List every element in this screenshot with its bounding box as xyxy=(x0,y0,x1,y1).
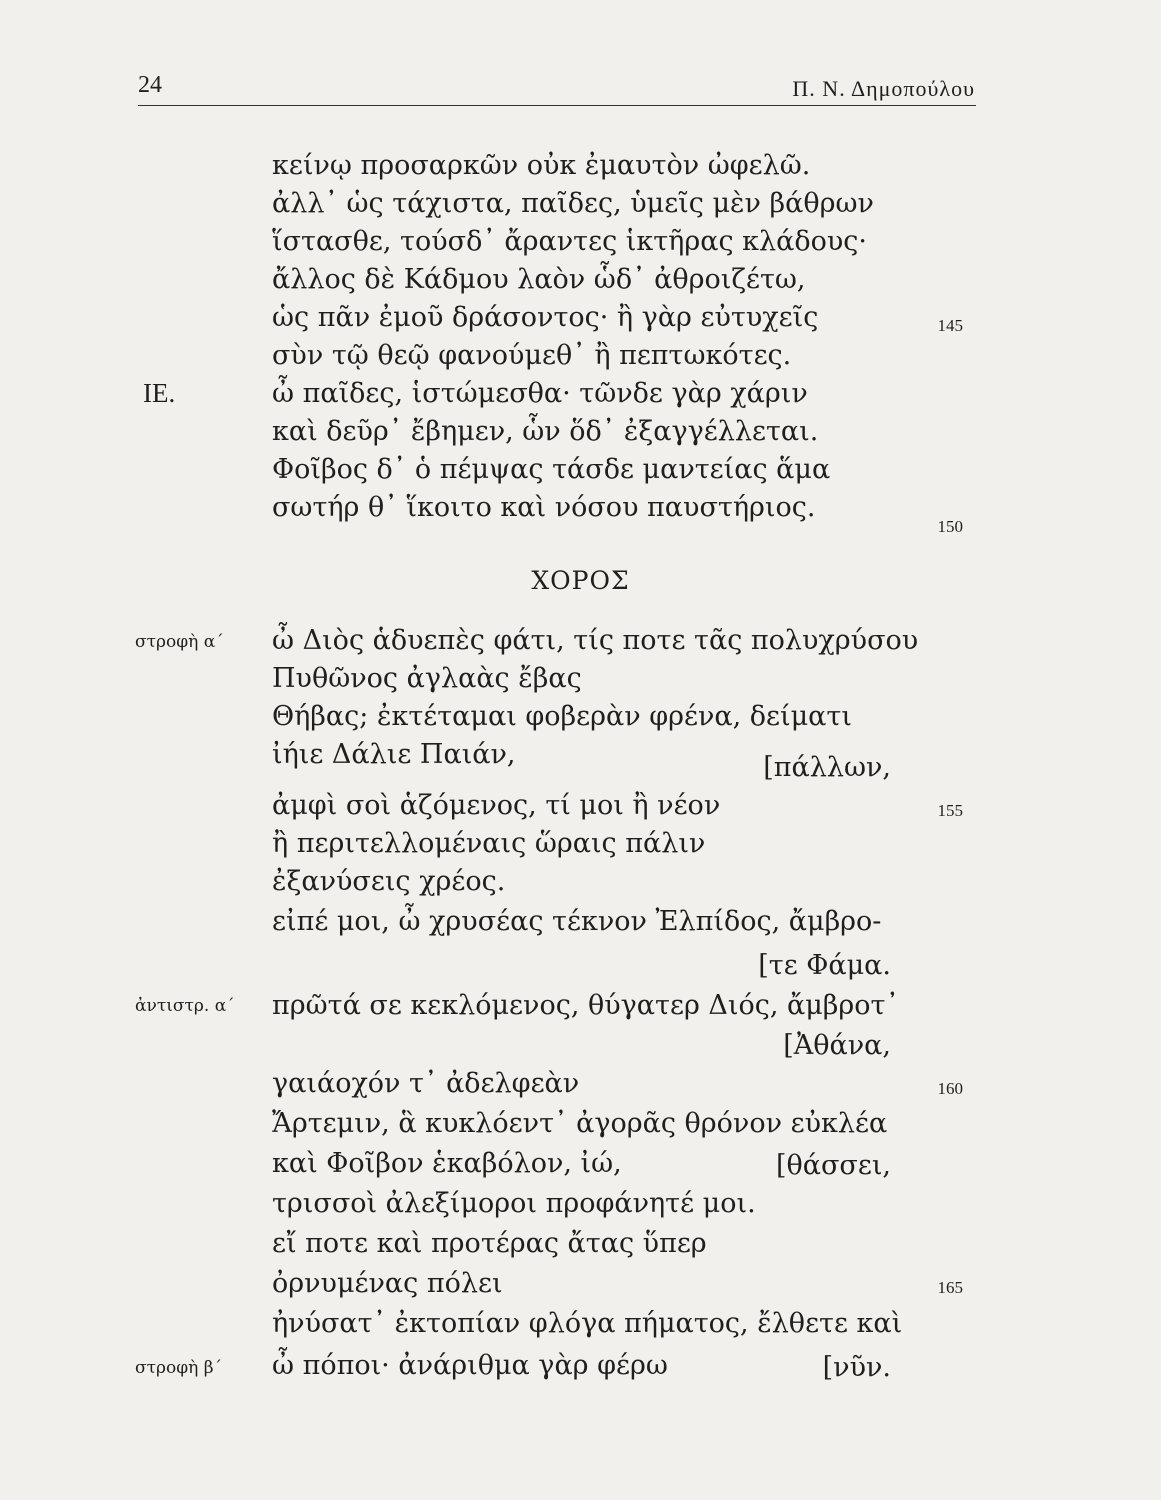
verse-line: σωτήρ θ᾽ ἵκοιτο καὶ νόσου παυστήριος. xyxy=(272,492,816,523)
verse-line: ὀρνυμένας πόλει xyxy=(272,1268,503,1299)
verse-continuation: [Ἀθάνα, xyxy=(783,1030,891,1061)
verse-line: ἢ περιτελλομέναις ὥραις πάλιν xyxy=(272,828,706,859)
speaker-label: ΙΕ. xyxy=(143,378,176,408)
verse-continuation: [τε Φάμα. xyxy=(758,950,891,981)
verse-line: ἐξανύσεις χρέος. xyxy=(272,866,506,897)
verse-line: γαιάοχόν τ᾽ ἀδελφεὰν xyxy=(272,1068,580,1099)
verse-line: ὦ παῖδες, ἱστώμεσθα· τῶνδε γὰρ χάριν xyxy=(272,378,808,409)
line-number: 165 xyxy=(937,1278,963,1297)
verse-line: ὦ πόποι· ἀνάριθμα γὰρ φέρω xyxy=(272,1350,668,1381)
verse-line: τρισσοὶ ἀλεξίμοροι προφάνητέ μοι. xyxy=(272,1188,756,1219)
line-number: 155 xyxy=(937,801,963,820)
verse-line: ἄλλος δὲ Κάδμου λαὸν ὧδ᾽ ἀθροιζέτω, xyxy=(272,264,806,295)
verse-line: ὦ Διὸς ἁδυεπὲς φάτι, τίς ποτε τᾶς πολυχρύσου xyxy=(272,625,919,656)
verse-line: ὡς πᾶν ἐμοῦ δράσοντος· ἢ γὰρ εὐτυχεῖς xyxy=(272,302,819,333)
verse-line: Θήβας; ἐκτέταμαι φοβερὰν φρένα, δείματι xyxy=(272,701,852,732)
verse-line: καὶ δεῦρ᾽ ἔβημεν, ὧν ὅδ᾽ ἐξαγγέλλεται. xyxy=(272,416,819,447)
verse-line: εἴ ποτε καὶ προτέρας ἄτας ὕπερ xyxy=(272,1228,707,1259)
verse-line: πρῶτά σε κεκλόμενος, θύγατερ Διός, ἄμβροτ᾽ xyxy=(272,990,899,1021)
running-header-author: Π. Ν. Δημοπούλου xyxy=(792,76,975,101)
verse-line: ἠνύσατ᾽ ἐκτοπίαν φλόγα πήματος, ἔλθετε καὶ xyxy=(272,1308,903,1339)
antistrophe-label: ἀντιστρ. α΄ xyxy=(135,996,235,1016)
page-number: 24 xyxy=(138,72,162,98)
line-number: 145 xyxy=(937,316,963,335)
verse-line: ἰήιε Δάλιε Παιάν, xyxy=(272,739,516,770)
line-number: 160 xyxy=(937,1079,963,1098)
verse-line: Ἄρτεμιν, ἃ κυκλόεντ᾽ ἀγορᾶς θρόνον εὐκλέα xyxy=(272,1108,888,1139)
verse-continuation: [πάλλων, xyxy=(763,752,891,783)
verse-line: σὺν τῷ θεῷ φανούμεθ᾽ ἢ πεπτωκότες. xyxy=(272,340,792,371)
verse-line: Φοῖβος δ᾽ ὁ πέμψας τάσδε μαντείας ἅμα xyxy=(272,454,831,485)
strophe-b-label: στροφὴ β΄ xyxy=(135,1358,223,1378)
verse-continuation: [νῦν. xyxy=(822,1352,891,1383)
verse-line: εἰπέ μοι, ὦ χρυσέας τέκνον Ἐλπίδος, ἄμβρο- xyxy=(272,906,882,937)
line-number: 150 xyxy=(937,517,963,536)
verse-line: Πυθῶνος ἀγλαὰς ἔβας xyxy=(272,663,582,694)
verse-line: ἀλλ᾽ ὡς τάχιστα, παῖδες, ὑμεῖς μὲν βάθρων xyxy=(272,188,874,219)
verse-line: καὶ Φοῖβον ἑκαβόλον, ἰώ, xyxy=(272,1148,622,1179)
header-rule xyxy=(138,105,976,106)
verse-line: κείνῳ προσαρκῶν οὐκ ἐμαυτὸν ὠφελῶ. xyxy=(272,150,811,181)
verse-continuation: [θάσσει, xyxy=(775,1150,891,1181)
strophe-label: στροφὴ α΄ xyxy=(135,632,224,652)
chorus-heading: ΧΟΡΟΣ xyxy=(531,566,630,595)
verse-line: ἵστασθε, τούσδ᾽ ἄραντες ἱκτῆρας κλάδους· xyxy=(272,226,868,257)
verse-line: ἀμφὶ σοὶ ἁζόμενος, τί μοι ἢ νέον xyxy=(272,790,721,821)
